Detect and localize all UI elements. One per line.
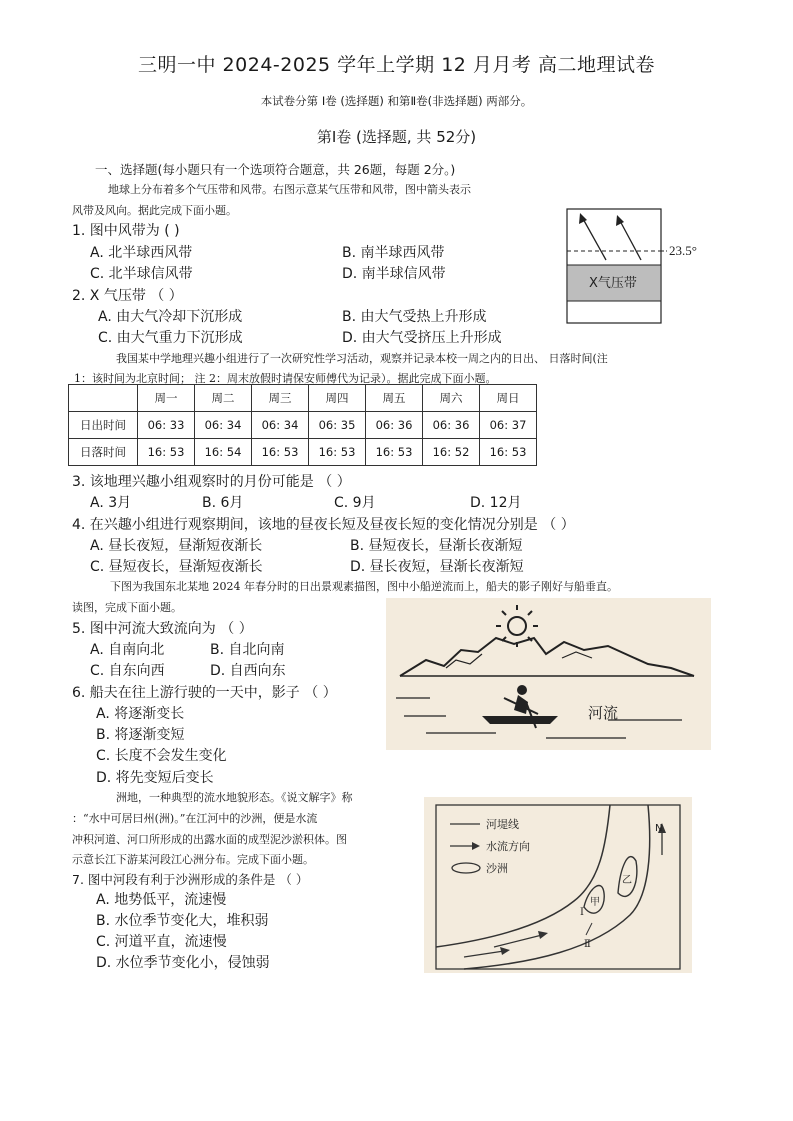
option-b: B. 6月 — [202, 495, 244, 511]
option-a: A. 地势低平，流速慢 — [96, 892, 227, 908]
option-c: C. 自东向西 — [90, 663, 165, 679]
option-c: C. 河道平直，流速慢 — [96, 934, 227, 950]
table-header-cell: 周一 — [138, 385, 195, 412]
table-row — [69, 412, 537, 439]
option-c: C. 长度不会发生变化 — [96, 748, 227, 764]
table-cell: 06: 35 — [309, 412, 366, 439]
latitude-label: 23.5° — [669, 243, 697, 258]
sunrise-sketch-figure — [386, 598, 711, 750]
sun-times-table — [68, 384, 537, 466]
river-island-map — [424, 797, 692, 973]
island-jia-label: 甲 — [590, 897, 600, 908]
legend-bar-label: 沙洲 — [486, 862, 508, 875]
island-yi-label: 乙 — [622, 875, 632, 886]
option-b: B. 水位季节变化大，堆积弱 — [96, 913, 269, 929]
option-b: B. 南半球西风带 — [342, 245, 445, 261]
intro-text: 示意长江下游某河段江心洲分布。完成下面小题。 — [72, 853, 314, 866]
legend-bank-label: 河堤线 — [486, 818, 519, 831]
pressure-belt-figure — [563, 205, 708, 327]
table-cell: 16: 53 — [138, 439, 195, 466]
table-header-cell: 周三 — [252, 385, 309, 412]
option-c: C. 北半球信风带 — [90, 266, 193, 282]
question-stem: 3. 该地理兴趣小组观察时的月份可能是 （ ） — [72, 474, 351, 490]
option-d: D. 水位季节变化小，侵蚀弱 — [96, 955, 270, 971]
question-stem: 2. X 气压带 （ ） — [72, 288, 183, 304]
option-a: A. 将逐渐变长 — [96, 706, 185, 722]
option-c: C. 昼短夜长，昼渐短夜渐长 — [90, 559, 263, 575]
intro-text: 风带及风向。据此完成下面小题。 — [72, 204, 237, 217]
table-cell: 06: 33 — [138, 412, 195, 439]
table-cell: 日落时间 — [69, 439, 138, 466]
table-cell: 06: 36 — [423, 412, 480, 439]
table-cell: 06: 34 — [252, 412, 309, 439]
table-cell: 日出时间 — [69, 412, 138, 439]
question-stem: 4. 在兴趣小组进行观察期间，该地的昼夜长短及昼夜长短的变化情况分别是 （ ） — [72, 517, 575, 533]
option-c: C. 由大气重力下沉形成 — [98, 330, 243, 346]
table-cell: 16: 52 — [423, 439, 480, 466]
table-header-cell: 周五 — [366, 385, 423, 412]
north-label: N — [655, 823, 663, 834]
option-d: D. 将先变短后变长 — [96, 770, 214, 786]
table-cell: 16: 53 — [309, 439, 366, 466]
table-row — [69, 439, 537, 466]
exam-note: 本试卷分第 Ⅰ卷 (选择题) 和第Ⅱ卷(非选择题) 两部分。 — [260, 94, 533, 108]
table-header-row — [69, 385, 537, 412]
table-header-cell: 周二 — [195, 385, 252, 412]
intro-text: 冲积河道、河口所形成的出露水面的成型泥沙淤积体。图 — [72, 833, 347, 846]
option-b: B. 将逐渐变短 — [96, 727, 185, 743]
question-stem: 1. 图中风带为 ( ) — [72, 223, 180, 239]
section-title: 第Ⅰ卷 (选择题, 共 52分) — [316, 128, 477, 146]
intro-text: 读图，完成下面小题。 — [72, 601, 182, 614]
intro-text: 地球上分布着多个气压带和风带。右图示意某气压带和风带，图中箭头表示 — [108, 183, 471, 196]
table-cell: 16: 53 — [480, 439, 537, 466]
table-cell: 06: 36 — [366, 412, 423, 439]
option-d: D. 自西向东 — [210, 663, 286, 679]
channel-1-label: Ⅰ — [580, 907, 584, 918]
question-stem: 7. 图中河段有利于沙洲形成的条件是 （ ） — [72, 872, 309, 887]
question-stem: 6. 船夫在往上游行驶的一天中，影子 （ ） — [72, 685, 337, 701]
table-cell: 06: 37 — [480, 412, 537, 439]
table-cell: 16: 53 — [252, 439, 309, 466]
option-a: A. 北半球西风带 — [90, 245, 193, 261]
table-cell: 16: 53 — [366, 439, 423, 466]
intro-text: 我国某中学地理兴趣小组进行了一次研究性学习活动，观察并记录本校一周之内的日出、 日落时间(注 — [116, 352, 608, 365]
intro-text: ：“水中可居曰州(洲)。”在江河中的沙洲，便是水流 — [72, 812, 318, 825]
pressure-belt-label: X气压带 — [589, 276, 637, 291]
river-label: 河流 — [588, 704, 619, 722]
question-stem: 5. 图中河流大致流向为 （ ） — [72, 621, 253, 637]
part-heading: 一、选择题(每小题只有一个选项符合题意，共 26题，每题 2分。) — [95, 162, 456, 177]
option-a: A. 由大气冷却下沉形成 — [98, 309, 243, 325]
option-a: A. 昼长夜短，昼渐短夜渐长 — [90, 538, 263, 554]
table-header-cell: 周六 — [423, 385, 480, 412]
option-d: D. 昼长夜短，昼渐长夜渐短 — [350, 559, 524, 575]
legend-flow-label: 水流方向 — [486, 840, 530, 853]
table-header-cell: 周日 — [480, 385, 537, 412]
option-b: B. 昼短夜长，昼渐长夜渐短 — [350, 538, 523, 554]
table-cell — [69, 385, 138, 412]
intro-text: 1：该时间为北京时间； 注 2：周末放假时请保安师傅代为记录）。据此完成下面小题。 — [74, 372, 497, 385]
exam-title: 三明一中 2024-2025 学年上学期 12 月月考 高二地理试卷 — [138, 54, 655, 76]
option-d: D. 12月 — [470, 495, 522, 511]
option-a: A. 3月 — [90, 495, 132, 511]
table-header-cell: 周四 — [309, 385, 366, 412]
intro-text: 下图为我国东北某地 2024 年春分时的日出景观素描图，图中小船逆流而上，船夫的影子刚好与船垂直。 — [110, 580, 618, 593]
intro-text: 洲地，一种典型的流水地貌形态。《说文解字》称 — [116, 791, 353, 804]
option-a: A. 自南向北 — [90, 642, 165, 658]
channel-2-label: Ⅱ — [584, 939, 591, 950]
option-d: D. 南半球信风带 — [342, 266, 446, 282]
option-c: C. 9月 — [334, 495, 376, 511]
option-b: B. 自北向南 — [210, 642, 285, 658]
option-d: D. 由大气受挤压上升形成 — [342, 330, 502, 346]
table-cell: 06: 34 — [195, 412, 252, 439]
table-cell: 16: 54 — [195, 439, 252, 466]
option-b: B. 由大气受热上升形成 — [342, 309, 487, 325]
